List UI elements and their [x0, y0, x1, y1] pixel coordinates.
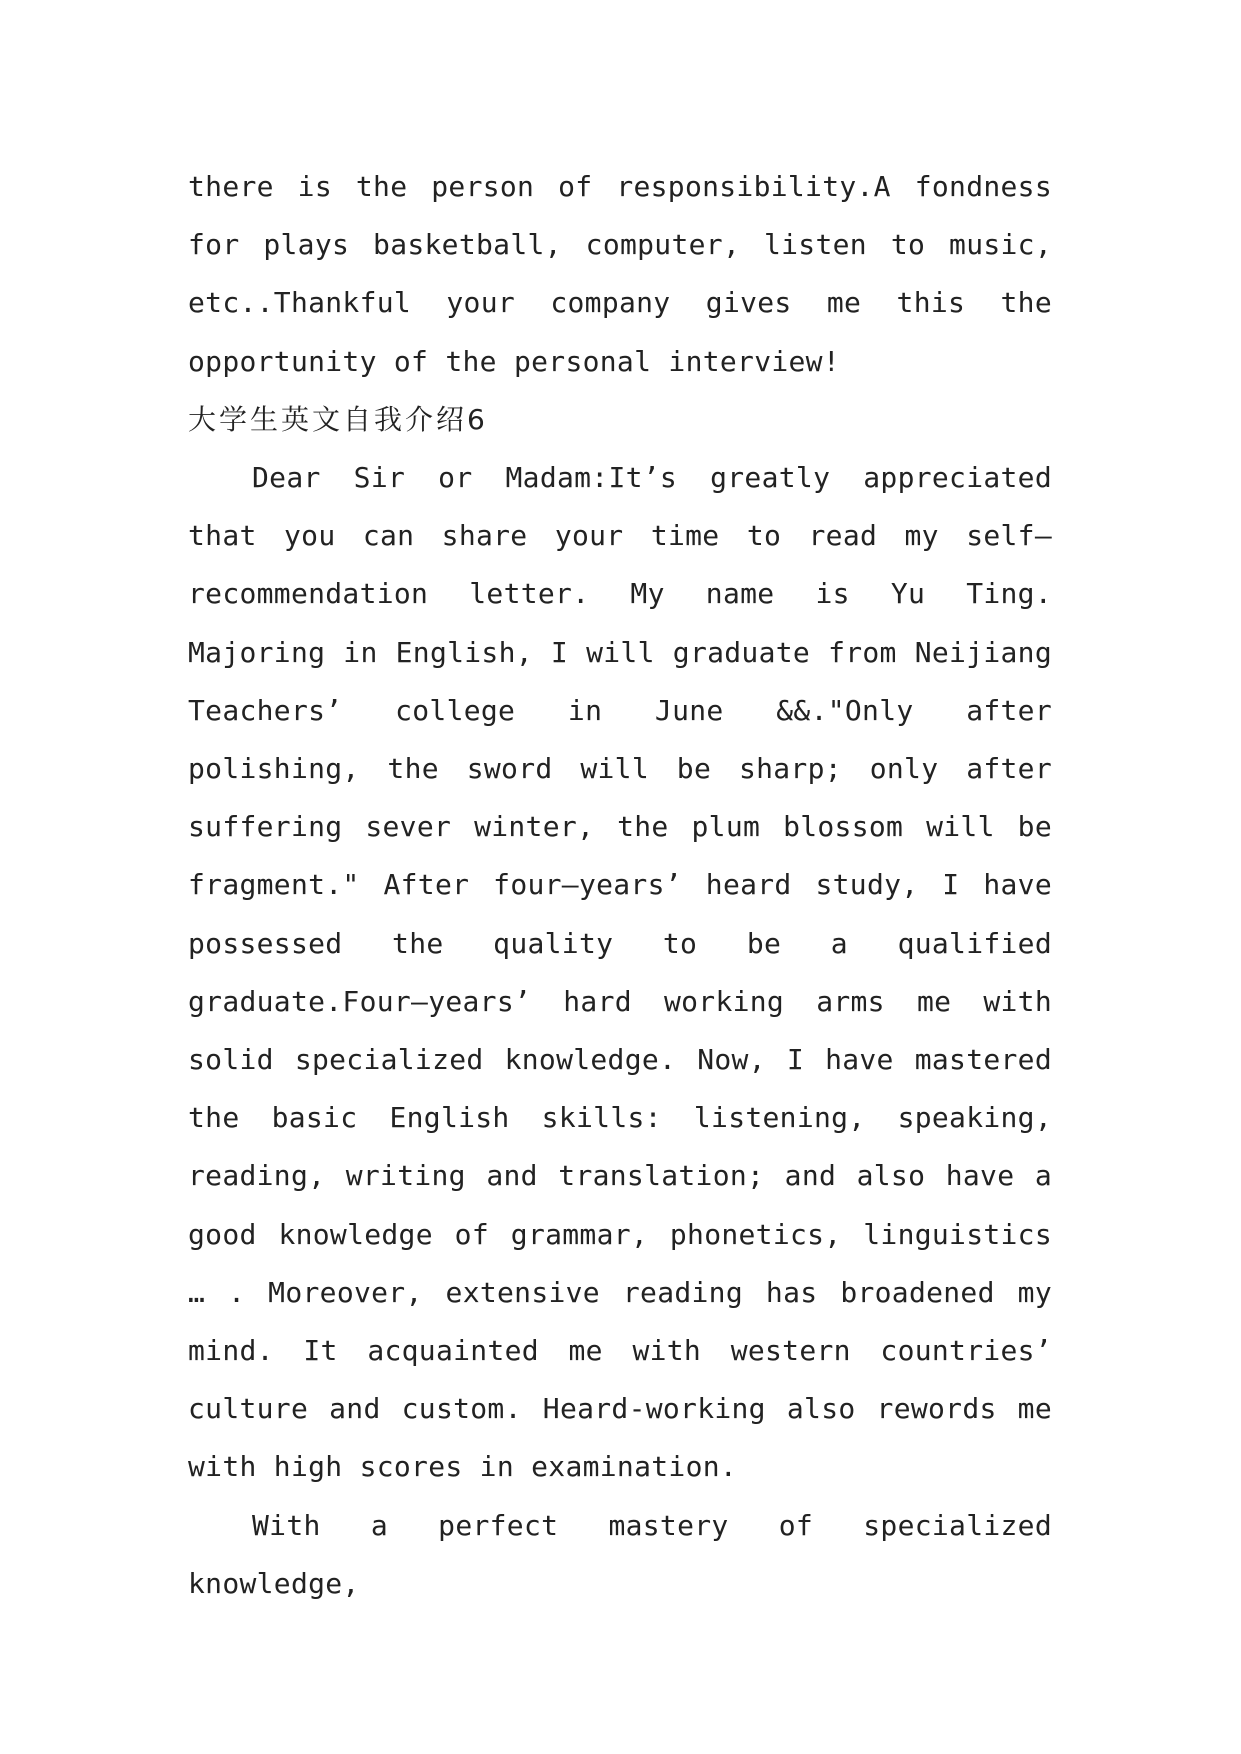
body-paragraph-2: With a perfect mastery of specialized knowledge,	[188, 1508, 1052, 1600]
document-body	[188, 158, 1052, 1613]
section-heading: 大学生英文自我介绍6	[188, 402, 488, 436]
intro-paragraph: there is the person of responsibility.A fondness for plays basketball, computer, listen to music, etc..Thankful your company gives me this the opportunity of the personal interview!	[188, 170, 1052, 378]
body-paragraph-1: Dear Sir or Madam:It’s greatly appreciated that you can share your time to read my self—recommendation letter. My name is Yu Ting. Majoring in English, I will graduate from Neijiang Teachers’ college in June &&."Only after polishing, the sword will be sharp; only after suffering sever winter, the plum blossom will be fragment." After four—years’ heard study, I have possessed the quality to be a qualified graduate.Four—years’ hard working arms me with solid specialized knowledge. Now, I have mastered the basic English skills: listening, speaking, reading, writing and translation; and also have a good knowledge of grammar, phonetics, linguistics … . Moreover, extensive reading has broadened my mind. It acquainted me with western countries’ culture and custom. Heard-working also rewords me with high scores in examination.	[188, 461, 1052, 1484]
